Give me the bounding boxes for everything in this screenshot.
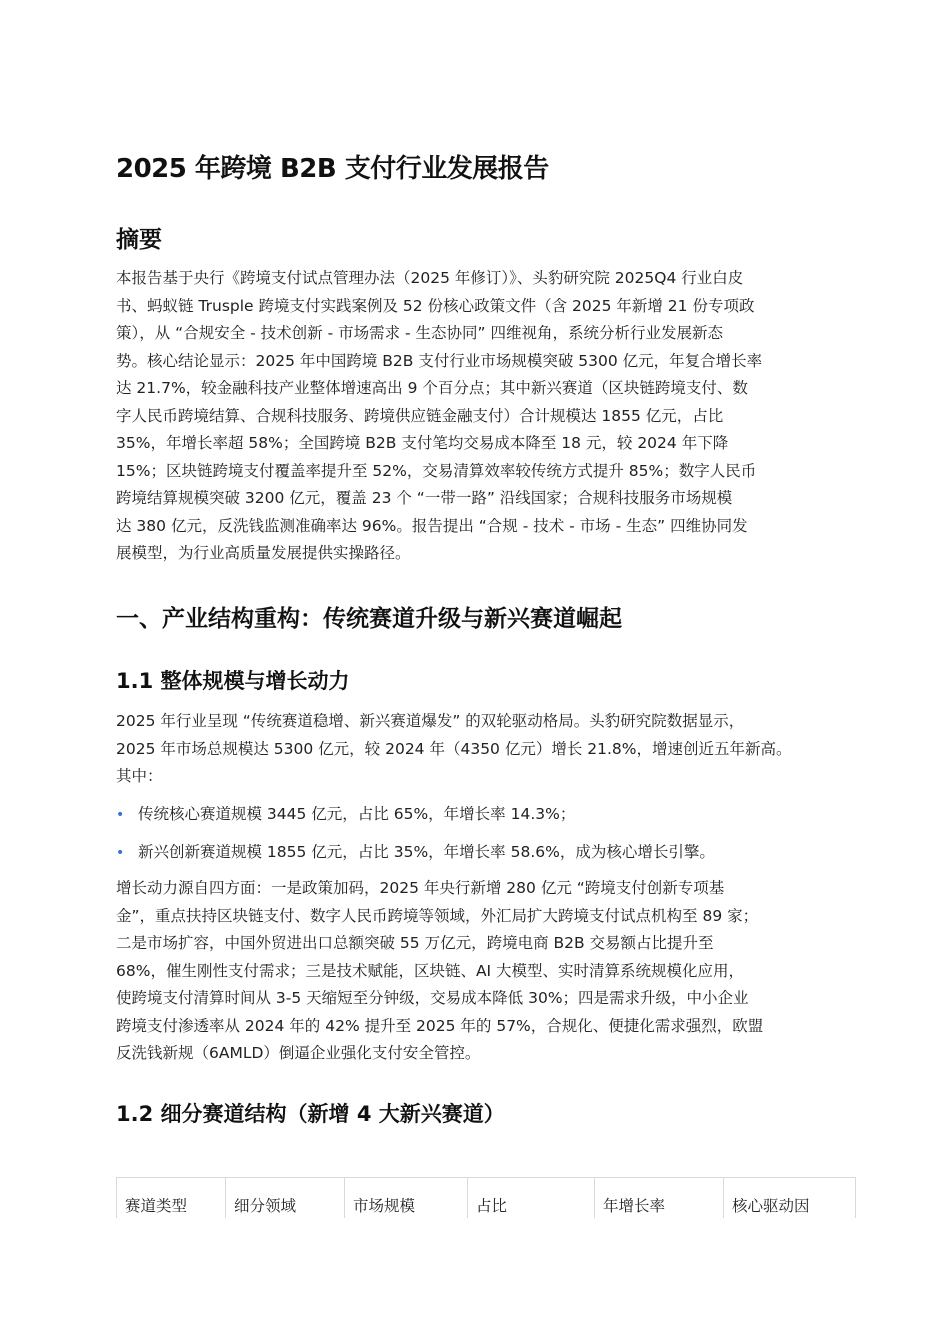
table-header-cell: 市场规模 bbox=[345, 1178, 468, 1219]
drivers-line: 金”，重点扶持区块链支付、数字人民币跨境等领域，外汇局扩大跨境支付试点机构至 89 家； bbox=[116, 906, 759, 925]
abstract-line: 15%；区块链跨境支付覆盖率提升至 52%，交易清算效率较传统方式提升 85%；数字人民币 bbox=[116, 461, 757, 480]
abstract-line: 势。核心结论显示：2025 年中国跨境 B2B 支付行业市场规模突破 5300 亿元，年复合增长率 bbox=[116, 351, 763, 370]
table-header-cell: 细分领域 bbox=[226, 1178, 345, 1219]
intro-line: 2025 年市场总规模达 5300 亿元，较 2024 年（4350 亿元）增长 21.8%，增速创近五年新高。 bbox=[116, 739, 792, 758]
abstract-line: 字人民币跨境结算、合规科技服务、跨境供应链金融支付）合计规模达 1855 亿元，占比 bbox=[116, 406, 724, 425]
section1-heading: 一、产业结构重构：传统赛道升级与新兴赛道崛起 bbox=[116, 606, 622, 632]
table-header-row bbox=[117, 1178, 856, 1219]
drivers-line: 使跨境支付清算时间从 3-5 天缩短至分钟级，交易成本降低 30%；四是需求升级，中小企业 bbox=[116, 989, 749, 1007]
abstract-line: 书、蚂蚁链 Trusple 跨境支付实践案例及 52 份核心政策文件（含 2025 年新增 21 份专项政 bbox=[116, 296, 755, 315]
abstract-line: 展模型，为行业高质量发展提供实操路径。 bbox=[116, 544, 411, 562]
drivers-line: 反洗钱新规（6AMLD）倒逼企业强化支付安全管控。 bbox=[116, 1044, 481, 1062]
drivers-line: 增长动力源自四方面：一是政策加码，2025 年央行新增 280 亿元 “跨境支付创新专项基 bbox=[116, 879, 725, 897]
abstract-heading: 摘要 bbox=[116, 227, 162, 253]
abstract-line: 达 21.7%，较金融科技产业整体增速高出 9 个百分点；其中新兴赛道（区块链跨境支付、数 bbox=[116, 379, 748, 397]
abstract-line: 跨境结算规模突破 3200 亿元，覆盖 23 个 “一带一路” 沿线国家；合规科技服务市场规模 bbox=[116, 489, 733, 507]
table-header-cell: 核心驱动因 bbox=[724, 1178, 856, 1219]
abstract-line: 策），从 “合规安全 - 技术创新 - 市场需求 - 生态协同” 四维视角，系统分析行业发展新态 bbox=[116, 324, 724, 342]
intro-line: 其中： bbox=[116, 767, 163, 785]
drivers-line: 跨境支付渗透率从 2024 年的 42% 提升至 2025 年的 57%，合规化、便捷化需求强烈，欧盟 bbox=[116, 1016, 764, 1035]
list-item bbox=[116, 839, 715, 867]
abstract-line: 达 380 亿元，反洗钱监测准确率达 96%。报告提出 “合规 - 技术 - 市场 - 生态” 四维协同发 bbox=[116, 516, 748, 535]
section1-1-heading: 1.1 整体规模与增长动力 bbox=[116, 669, 350, 693]
table-header-cell: 年增长率 bbox=[595, 1178, 724, 1219]
bullet-dot-icon: • bbox=[116, 807, 125, 823]
drivers-line: 68%，催生刚性支付需求；三是技术赋能，区块链、AI 大模型、实时清算系统规模化应用， bbox=[116, 961, 745, 980]
segment-table bbox=[116, 1177, 856, 1218]
abstract-line: 本报告基于央行《跨境支付试点管理办法（2025 年修订）》、头豹研究院 2025Q4 行业白皮 bbox=[116, 269, 744, 287]
table-header-cell: 占比 bbox=[468, 1178, 595, 1219]
section1-2-heading: 1.2 细分赛道结构（新增 4 大新兴赛道） bbox=[116, 1102, 505, 1126]
report-title: 2025 年跨境 B2B 支付行业发展报告 bbox=[116, 154, 549, 184]
bullet-dot-icon: • bbox=[116, 845, 125, 861]
drivers-line: 二是市场扩容，中国外贸进出口总额突破 55 万亿元，跨境电商 B2B 交易额占比提升至 bbox=[116, 934, 714, 952]
bullet-text: 传统核心赛道规模 3445 亿元，占比 65%，年增长率 14.3%； bbox=[138, 805, 576, 823]
bullet-text: 新兴创新赛道规模 1855 亿元，占比 35%，年增长率 58.6%，成为核心增长引擎。 bbox=[138, 843, 715, 861]
abstract-paragraph bbox=[116, 265, 846, 568]
abstract-line: 35%，年增长率超 58%；全国跨境 B2B 支付笔均交易成本降至 18 元，较 2024 年下降 bbox=[116, 434, 729, 452]
section1-1-drivers bbox=[116, 875, 846, 1068]
list-item bbox=[116, 801, 575, 829]
intro-line: 2025 年行业呈现 “传统赛道稳增、新兴赛道爆发” 的双轮驱动格局。头豹研究院数据显示， bbox=[116, 712, 745, 730]
table-header-cell: 赛道类型 bbox=[117, 1178, 226, 1219]
section1-1-intro bbox=[116, 708, 846, 791]
